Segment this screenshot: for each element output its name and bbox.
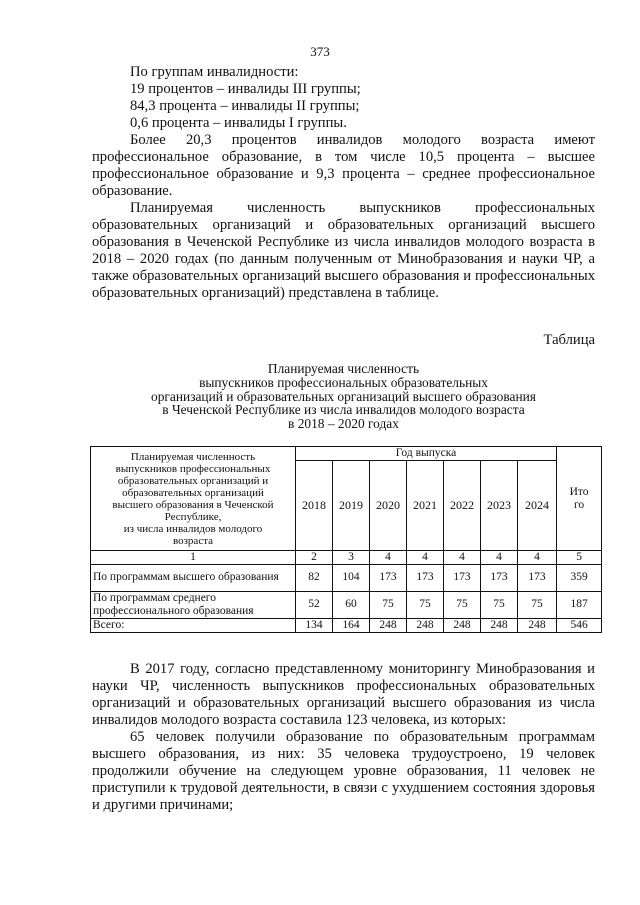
year-header: 2019 xyxy=(333,461,370,551)
row-label: По программам среднего профессионального образования xyxy=(91,591,296,618)
table-cell: 75 xyxy=(370,591,407,618)
year-header: 2024 xyxy=(518,461,557,551)
column-number: 2 xyxy=(296,551,333,565)
total-header: Ито го xyxy=(557,447,602,551)
table-cell: 52 xyxy=(296,591,333,618)
table-cell: 75 xyxy=(481,591,518,618)
year-header: 2020 xyxy=(370,461,407,551)
year-header: 2018 xyxy=(296,461,333,551)
column-number: 4 xyxy=(444,551,481,565)
column-number: 4 xyxy=(518,551,557,565)
table-cell: 104 xyxy=(333,564,370,591)
table-cell: 248 xyxy=(370,618,407,632)
bottom-text-block xyxy=(92,661,595,814)
caption-line: в 2018 – 2020 годах xyxy=(288,416,399,432)
caption-line: организаций и образовательных организаций высшего образования xyxy=(151,388,536,404)
table-cell: 248 xyxy=(407,618,444,632)
top-text-block xyxy=(92,64,595,302)
table-cell: 248 xyxy=(518,618,557,632)
table-cell: 75 xyxy=(407,591,444,618)
paragraph: 0,6 процента – инвалиды I группы. xyxy=(130,115,347,131)
caption-line: выпускников профессиональных образовательных xyxy=(199,374,488,390)
caption-line: в Чеченской Республике из числа инвалидов молодого возраста xyxy=(162,402,525,418)
table-cell: 173 xyxy=(481,564,518,591)
paragraph: Планируемая численность выпускников профессиональных образовательных организаций и образовательных организаций высшего образования в Чеченской Республике из числа инвалидов молодого возраста в 2018 – 2020 годах (по данным полученным от Минобразования и науки ЧР, а также образовательных организаций высшего образования и профессиональных образовательных организаций) представлена в таблице. xyxy=(92,200,595,301)
paragraph: 84,3 процента – инвалиды II группы; xyxy=(130,98,360,114)
table-cell: 134 xyxy=(296,618,333,632)
year-group-header: Год выпуска xyxy=(296,447,557,461)
year-header: 2022 xyxy=(444,461,481,551)
table-cell: 164 xyxy=(333,618,370,632)
column-number: 4 xyxy=(407,551,444,565)
table-caption xyxy=(92,362,595,431)
table-cell: 173 xyxy=(370,564,407,591)
header-main-cell: Планируемая численность выпускников профессиональных образовательных организаций и образовательных организаций высшего образования в Чеченской Республике, из числа инвалидов молодого возраста xyxy=(91,447,296,551)
table-row xyxy=(91,591,602,618)
table-cell: 173 xyxy=(407,564,444,591)
column-number: 5 xyxy=(557,551,602,565)
paragraph: 19 процентов – инвалиды III группы; xyxy=(130,81,361,97)
column-number: 1 xyxy=(91,551,296,565)
paragraph: 65 человек получили образование по образовательным программам высшего образования, из них: 35 человека трудоустроено, 19 человек продолжили обучение на следующем уровне образования, 11 человек не приступили к трудовой деятельности, в связи с ухудшением состояния здоровья и другими причинами; xyxy=(92,729,595,813)
paragraph: По группам инвалидности: xyxy=(130,64,299,80)
table-cell: 359 xyxy=(557,564,602,591)
paragraph: В 2017 году, согласно представленному мониторингу Минобразования и науки ЧР, численность выпускников профессиональных образовательных организаций и образовательных организаций высшего образования из числа инвалидов молодого возраста составила 123 человека, из которых: xyxy=(92,661,595,728)
table-cell: 546 xyxy=(557,618,602,632)
table-cell: 75 xyxy=(444,591,481,618)
table-row xyxy=(91,564,602,591)
year-header: 2023 xyxy=(481,461,518,551)
column-number: 3 xyxy=(333,551,370,565)
table-cell: 82 xyxy=(296,564,333,591)
table-cell: 75 xyxy=(518,591,557,618)
row-label: По программам высшего образования xyxy=(91,564,296,591)
table-label: Таблица xyxy=(543,332,595,348)
column-number: 4 xyxy=(370,551,407,565)
table-cell: 248 xyxy=(481,618,518,632)
row-label: Всего: xyxy=(91,618,296,632)
table-row xyxy=(91,618,602,632)
table-cell: 187 xyxy=(557,591,602,618)
column-number: 4 xyxy=(481,551,518,565)
year-header: 2021 xyxy=(407,461,444,551)
table-cell: 173 xyxy=(518,564,557,591)
paragraph: Более 20,3 процентов инвалидов молодого возраста имеют профессиональное образование, в том числе 10,5 процента – высшее профессиональное образование и 9,3 процента – среднее профессиональное образование. xyxy=(92,132,595,199)
table-cell: 173 xyxy=(444,564,481,591)
table-cell: 60 xyxy=(333,591,370,618)
graduates-table xyxy=(90,446,602,633)
caption-line: Планируемая численность xyxy=(267,361,420,376)
table-cell: 248 xyxy=(444,618,481,632)
column-number-row xyxy=(91,551,602,565)
page-number: 373 xyxy=(310,44,330,59)
